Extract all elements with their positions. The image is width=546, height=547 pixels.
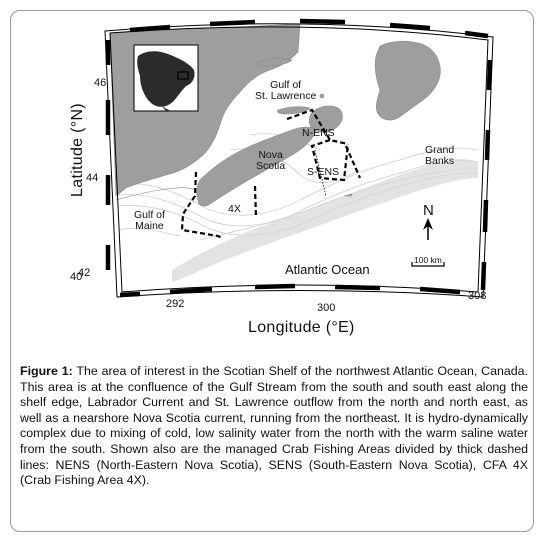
label-gulf-st-lawrence: Gulf of St. Lawrence xyxy=(255,79,317,102)
caption-label: Figure 1: xyxy=(20,364,73,378)
label-grand-banks: Grand Banks xyxy=(425,144,455,167)
y-tick-40: 40 xyxy=(70,271,83,283)
label-n-ens: N-ENS xyxy=(302,127,335,139)
x-tick-308: 308 xyxy=(468,290,487,302)
x-tick-300: 300 xyxy=(317,302,336,314)
x-tick-292: 292 xyxy=(166,298,185,310)
label-nova-scotia: Nova Scotia xyxy=(256,149,286,172)
caption-text: The area of interest in the Scotian Shelf of the northwest Atlantic Ocean, Canada. This area is at the confluence of the Gulf Stream from the south and south east along the shelf edge, Labrador Current and St. Lawrence outflow from the north and north east, as well as a nearshore Nova Scotia current, running from the northeast. It is hydro-dynamically complex due to mixing of cold, low salinity water from the north with the warm saline water from the south. Shown also are the managed Crab Fishing Areas divided by thick dashed lines: NENS (North-Eastern Nova Scotia), SENS (South-Eastern Nova Scotia), CFA 4X (Crab Fishing Area 4X). xyxy=(20,364,528,488)
label-cfa-4x: 4X xyxy=(228,203,241,215)
label-atlantic-ocean: Atlantic Ocean xyxy=(285,262,370,277)
inset-map xyxy=(134,45,198,111)
y-tick-44: 44 xyxy=(86,172,99,184)
scale-bar-label: 100 km xyxy=(414,255,442,265)
y-axis-label: Latitude (°N) xyxy=(69,103,86,197)
label-gulf-of-maine: Gulf of Maine xyxy=(134,209,165,232)
north-label: N xyxy=(423,202,434,219)
y-tick-42: 42 xyxy=(78,267,91,279)
y-tick-46: 46 xyxy=(94,77,107,89)
figure-caption xyxy=(20,364,528,489)
label-s-ens: S-ENS xyxy=(307,166,340,178)
x-axis-label: Longitude (°E) xyxy=(248,319,355,336)
